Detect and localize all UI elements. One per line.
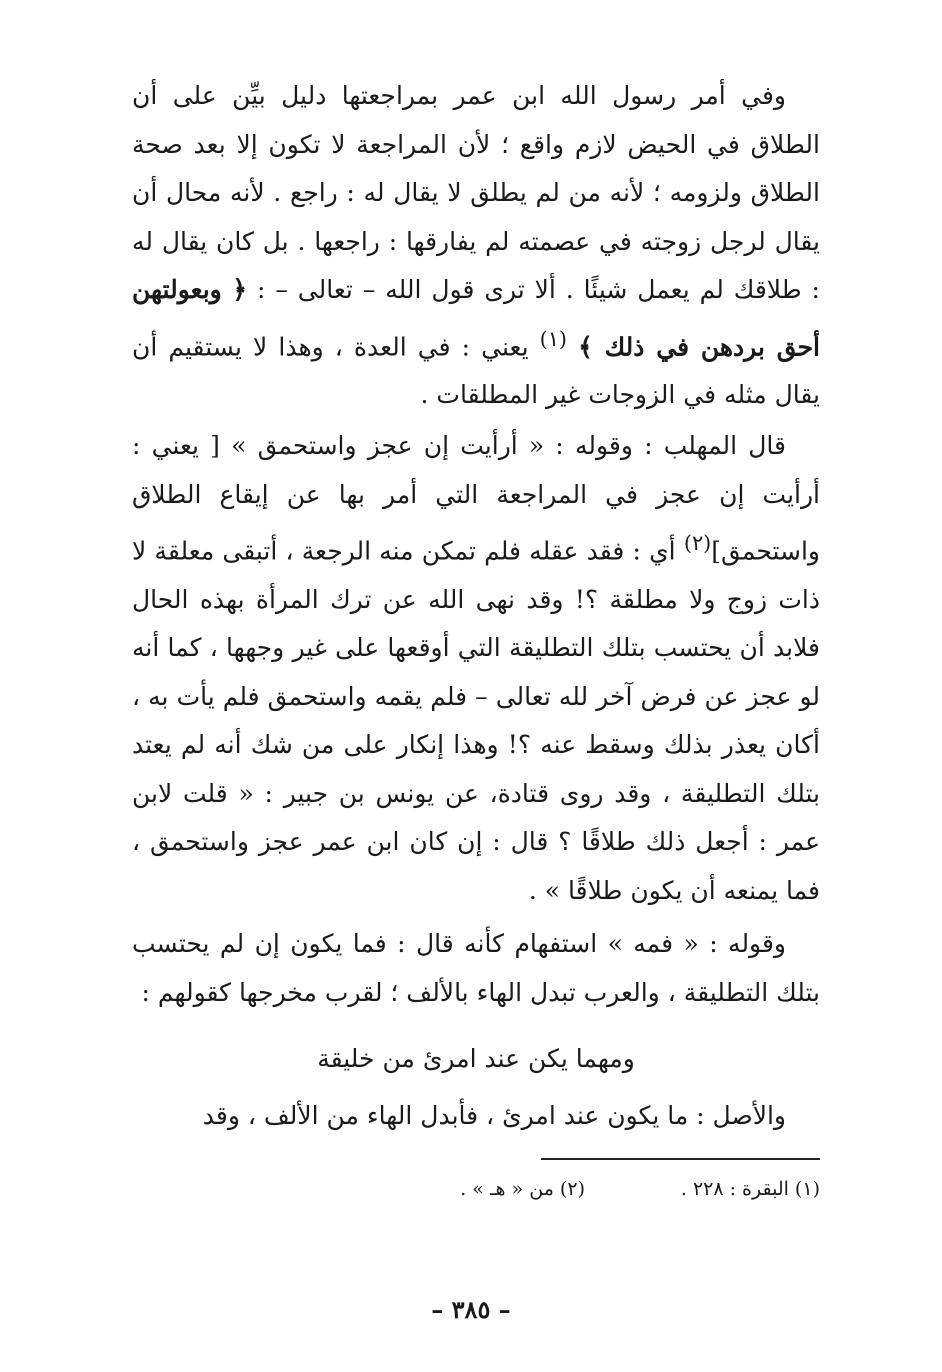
paragraph-1-intro: وفي أمر رسول الله ابن عمر بمراجعتها دليل بيِّن على أن الطلاق في الحيض لازم واقع ؛ لأن المراجعة لا تكون إلا بعد صحة الطلاق ولزومه ؛ لأنه من لم يطلق لا يقال له : راجع . لأنه محال أن يقال لرجل زوجته في عصمته لم يفارقها : راجعها . بل كان يقال له : طلاقك لم يعمل شيئًا . ألا ترى قول الله – تعالى – :	[132, 81, 820, 304]
poetry-verse: ومهما يكن عند امرئ من خليقة	[317, 1044, 635, 1073]
page-number: – ٣٨٥ –	[431, 1295, 511, 1324]
paragraph-3-text: وقوله : « فمه » استفهام كأنه قال : فما يكون إن لم يحتسب بتلك التطليقة ، والعرب تبدل الهاء بالألف ؛ لقرب مخرجها كقولهم :	[132, 929, 820, 1007]
paragraph-4	[132, 1092, 820, 1140]
footnote-2: (٢) من « هـ » .	[460, 1178, 585, 1200]
paragraph-1-after: يعني : في العدة ، وهذا لا يستقيم أن يقال مثله في الزوجات غير المطلقات .	[132, 331, 820, 410]
paragraph-2	[132, 422, 820, 915]
paragraph-1	[132, 72, 820, 420]
paragraph-2-after: أي : فقد عقله فلم تمكن منه الرجعة ، أتبقى معلقة لا ذات زوج ولا مطلقة ؟! وقد نهى الله عن ترك المرأة بهذه الحال فلابد أن يحتسب بتلك التطليقة التي أوقعها على غير وجهها ، كما أنه لو عجز عن فرض آخر لله تعالى – فلم يقمه واستحمق فلم يأت به ، أكان يعذر بذلك وسقط عنه ؟! وهذا إنكار على من شك أنه لم يعتد بتلك التطليقة ، وقد روى قتادة، عن يونس بن جبير : « قلت لابن عمر : أجعل ذلك طلاقًا ؟ قال : إن كان ابن عمر عجز واستحمق ، فما يمنعه أن يكون طلاقًا » .	[132, 536, 820, 905]
footnote-ref-2: (٢)	[683, 531, 712, 555]
footnote-ref-1: (١)	[539, 326, 568, 351]
footnote-1: (١) البقرة : ٢٢٨ .	[680, 1178, 820, 1200]
paragraph-4-text: والأصل : ما يكون عند امرئ ، فأبدل الهاء من الألف ، وقد	[202, 1101, 786, 1130]
footnote-divider	[541, 1158, 820, 1160]
footnotes	[330, 1174, 820, 1204]
quran-verse: ﴿ وبعولتهن أحق بردهن في ذلك ﴾	[132, 275, 820, 361]
paragraph-3	[132, 920, 820, 1017]
paragraph-2-before: قال المهلب : وقوله : « أرأيت إن عجز واستحمق » [ يعني : أرأيت إن عجز في المراجعة التي أمر بها عن إيقاع الطلاق واستحمق]	[132, 431, 821, 566]
